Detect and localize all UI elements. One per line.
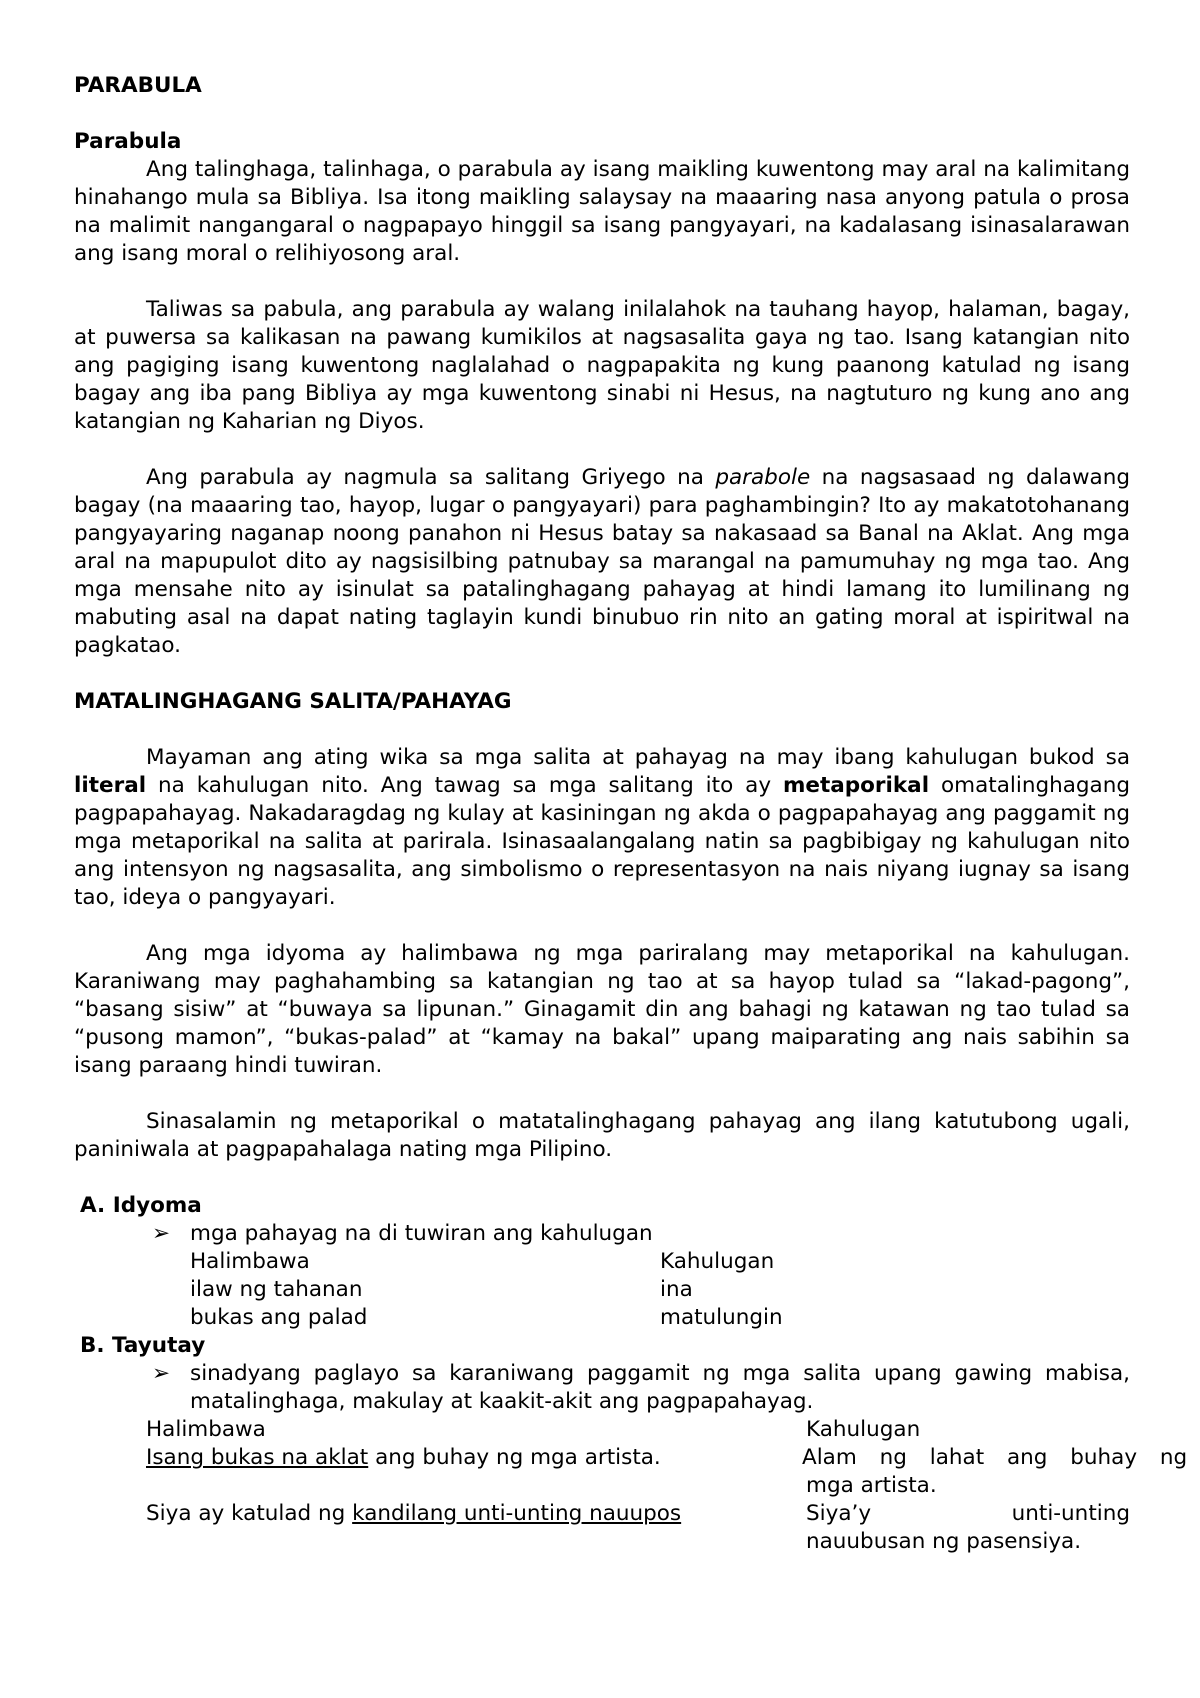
matalinghaga-paragraph-3: Sinasalamin ng metaporikal o matatalinghagang pahayag ang ilang katutubong ugali, paniniwala at pagpapahalaga nating mga Pilipino. <box>74 1109 1130 1162</box>
bold-term-metaporikal: metaporikal <box>782 773 930 798</box>
arrow-bullet-icon: ➢ <box>152 1221 171 1246</box>
parabula-paragraph-1: Ang talinghaga, talinhaga, o parabula ay isang maikling kuwentong may aral na kalimitang hinahango mula sa Bibliya. Isa itong maikling salaysay na maaaring nasa anyong patula o prosa na malimit nangangaral o nagpapayo hinggil sa isang pangyayari, na kadalasang isinasalarawan ang isang moral o relihiyosong aral. <box>74 157 1130 266</box>
text-run: Siya ay katulad ng <box>146 1501 353 1526</box>
tayutay-example-row <box>74 1444 1188 1472</box>
idyoma-label: A. Idyoma <box>80 1193 202 1218</box>
column-header-kahulugan: Kahulugan <box>660 1249 775 1274</box>
text-run: omatalinghagang pagpapahayag. Nakadaragdag ng kulay at kasiningan ng akda o pagpapahayag ang paggamit ng mga metaporikal na salita at parirala. Isinasaalangalang natin sa pagbibigay ng kahulugan nito ang intensyon ng nagsasalita, ang simbolismo o representasyon na nais niyang iugnay sa isang tao, ideya o pangyayari. <box>74 773 1130 910</box>
document-title: PARABULA <box>74 73 202 98</box>
parabula-heading: Parabula <box>74 129 182 154</box>
idyoma-example-row <box>74 1304 1130 1332</box>
tayutay-example-row-continued <box>74 1528 1130 1556</box>
arrow-bullet-icon: ➢ <box>152 1361 171 1386</box>
idyoma-meaning: matulungin <box>660 1305 783 1330</box>
tayutay-meaning: Alam ng lahat ang buhay ng <box>802 1445 1188 1470</box>
text-run: Mayaman ang ating wika sa mga salita at pahayag na may ibang kahulugan bukod sa <box>146 745 1130 770</box>
text-run: na nagsasaad ng dalawang bagay (na maaaring tao, hayop, lugar o pangyayari) para paghambingin? Ito ay makatotohanang pangyayaring naganap noong panahon ni Hesus batay sa nakasaad sa Banal na Aklat. Ang mga aral na mapupulot dito ay nagsisilbing patnubay sa marangal na pamumuhay ng mga tao. Ang mga mensahe nito ay isinulat sa patalinghagang pahayag at hindi lamang ito lumilinang ng mabuting asal na dapat nating taglayin kundi binubuo rin nito an gating moral at ispiritwal na pagkatao. <box>74 465 1130 658</box>
idyoma-term: bukas ang palad <box>190 1305 368 1330</box>
tayutay-example <box>146 1500 806 1528</box>
text-run: Ang parabula ay nagmula sa salitang Griyego na <box>146 465 716 490</box>
column-header-halimbawa: Halimbawa <box>190 1249 310 1274</box>
idyoma-term: ilaw ng tahanan <box>190 1277 363 1302</box>
matalinghaga-heading: MATALINGHAGANG SALITA/PAHAYAG <box>74 689 512 714</box>
matalinghaga-paragraph-1 <box>74 744 1130 912</box>
document-page <box>74 72 1188 1556</box>
tayutay-header-row <box>74 1416 1130 1444</box>
underlined-phrase: Isang bukas na aklat <box>146 1445 369 1470</box>
text-run: na kahulugan nito. Ang tawag sa mga salitang ito ay <box>146 773 783 798</box>
idyoma-meaning: ina <box>660 1277 693 1302</box>
tayutay-meaning-cont: nauubusan ng pasensiya. <box>806 1529 1082 1554</box>
text-run: ang buhay ng mga artista. <box>368 1445 661 1470</box>
tayutay-definition: sinadyang paglayo sa karaniwang paggamit ng mga salita upang gawing mabisa, matalinghaga, makulay at kaakit-akit ang pagpapahayag. <box>190 1361 1130 1414</box>
column-header-halimbawa: Halimbawa <box>146 1417 266 1442</box>
tayutay-example-row-continued <box>74 1472 1130 1500</box>
tayutay-meaning: Siya’y unti-unting <box>806 1501 1130 1526</box>
tayutay-label: B. Tayutay <box>80 1333 206 1358</box>
parabula-paragraph-2: Taliwas sa pabula, ang parabula ay walang inilalahok na tauhang hayop, halaman, bagay, at puwersa sa kalikasan na pawang kumikilos at nagsasalita gaya ng tao. Isang katangian nito ang pagiging isang kuwentong naglalahad o nagpapakita ng kung paanong katulad ng isang bagay ang iba pang Bibliya ay mga kuwentong sinabi ni Hesus, na nagtuturo ng kung ano ang katangian ng Kaharian ng Diyos. <box>74 297 1130 434</box>
idyoma-example-row <box>74 1276 1130 1304</box>
idyoma-definition: mga pahayag na di tuwiran ang kahulugan <box>190 1221 653 1246</box>
italic-term: parabole <box>715 465 811 490</box>
tayutay-bullet <box>152 1360 1130 1416</box>
matalinghaga-paragraph-2: Ang mga idyoma ay halimbawa ng mga pariralang may metaporikal na kahulugan. Karaniwang may paghahambing sa katangian ng tao at sa hayop tulad sa “lakad-pagong”, “basang sisiw” at “buwaya sa lipunan.” Ginagamit din ang bahagi ng katawan ng tao tulad sa “pusong mamon”, “bukas-palad” at “kamay na bakal” upang maiparating ang nais sabihin sa isang paraang hindi tuwiran. <box>74 941 1130 1078</box>
column-header-kahulugan: Kahulugan <box>806 1417 921 1442</box>
parabula-paragraph-3 <box>74 464 1130 660</box>
idyoma-header-row <box>74 1248 1130 1276</box>
underlined-phrase: kandilang unti-unting nauupos <box>352 1501 682 1526</box>
tayutay-example <box>146 1444 802 1472</box>
tayutay-example-row <box>74 1500 1130 1528</box>
idyoma-bullet <box>152 1220 1130 1248</box>
bold-term-literal: literal <box>74 773 147 798</box>
tayutay-meaning-cont: mga artista. <box>806 1473 937 1498</box>
